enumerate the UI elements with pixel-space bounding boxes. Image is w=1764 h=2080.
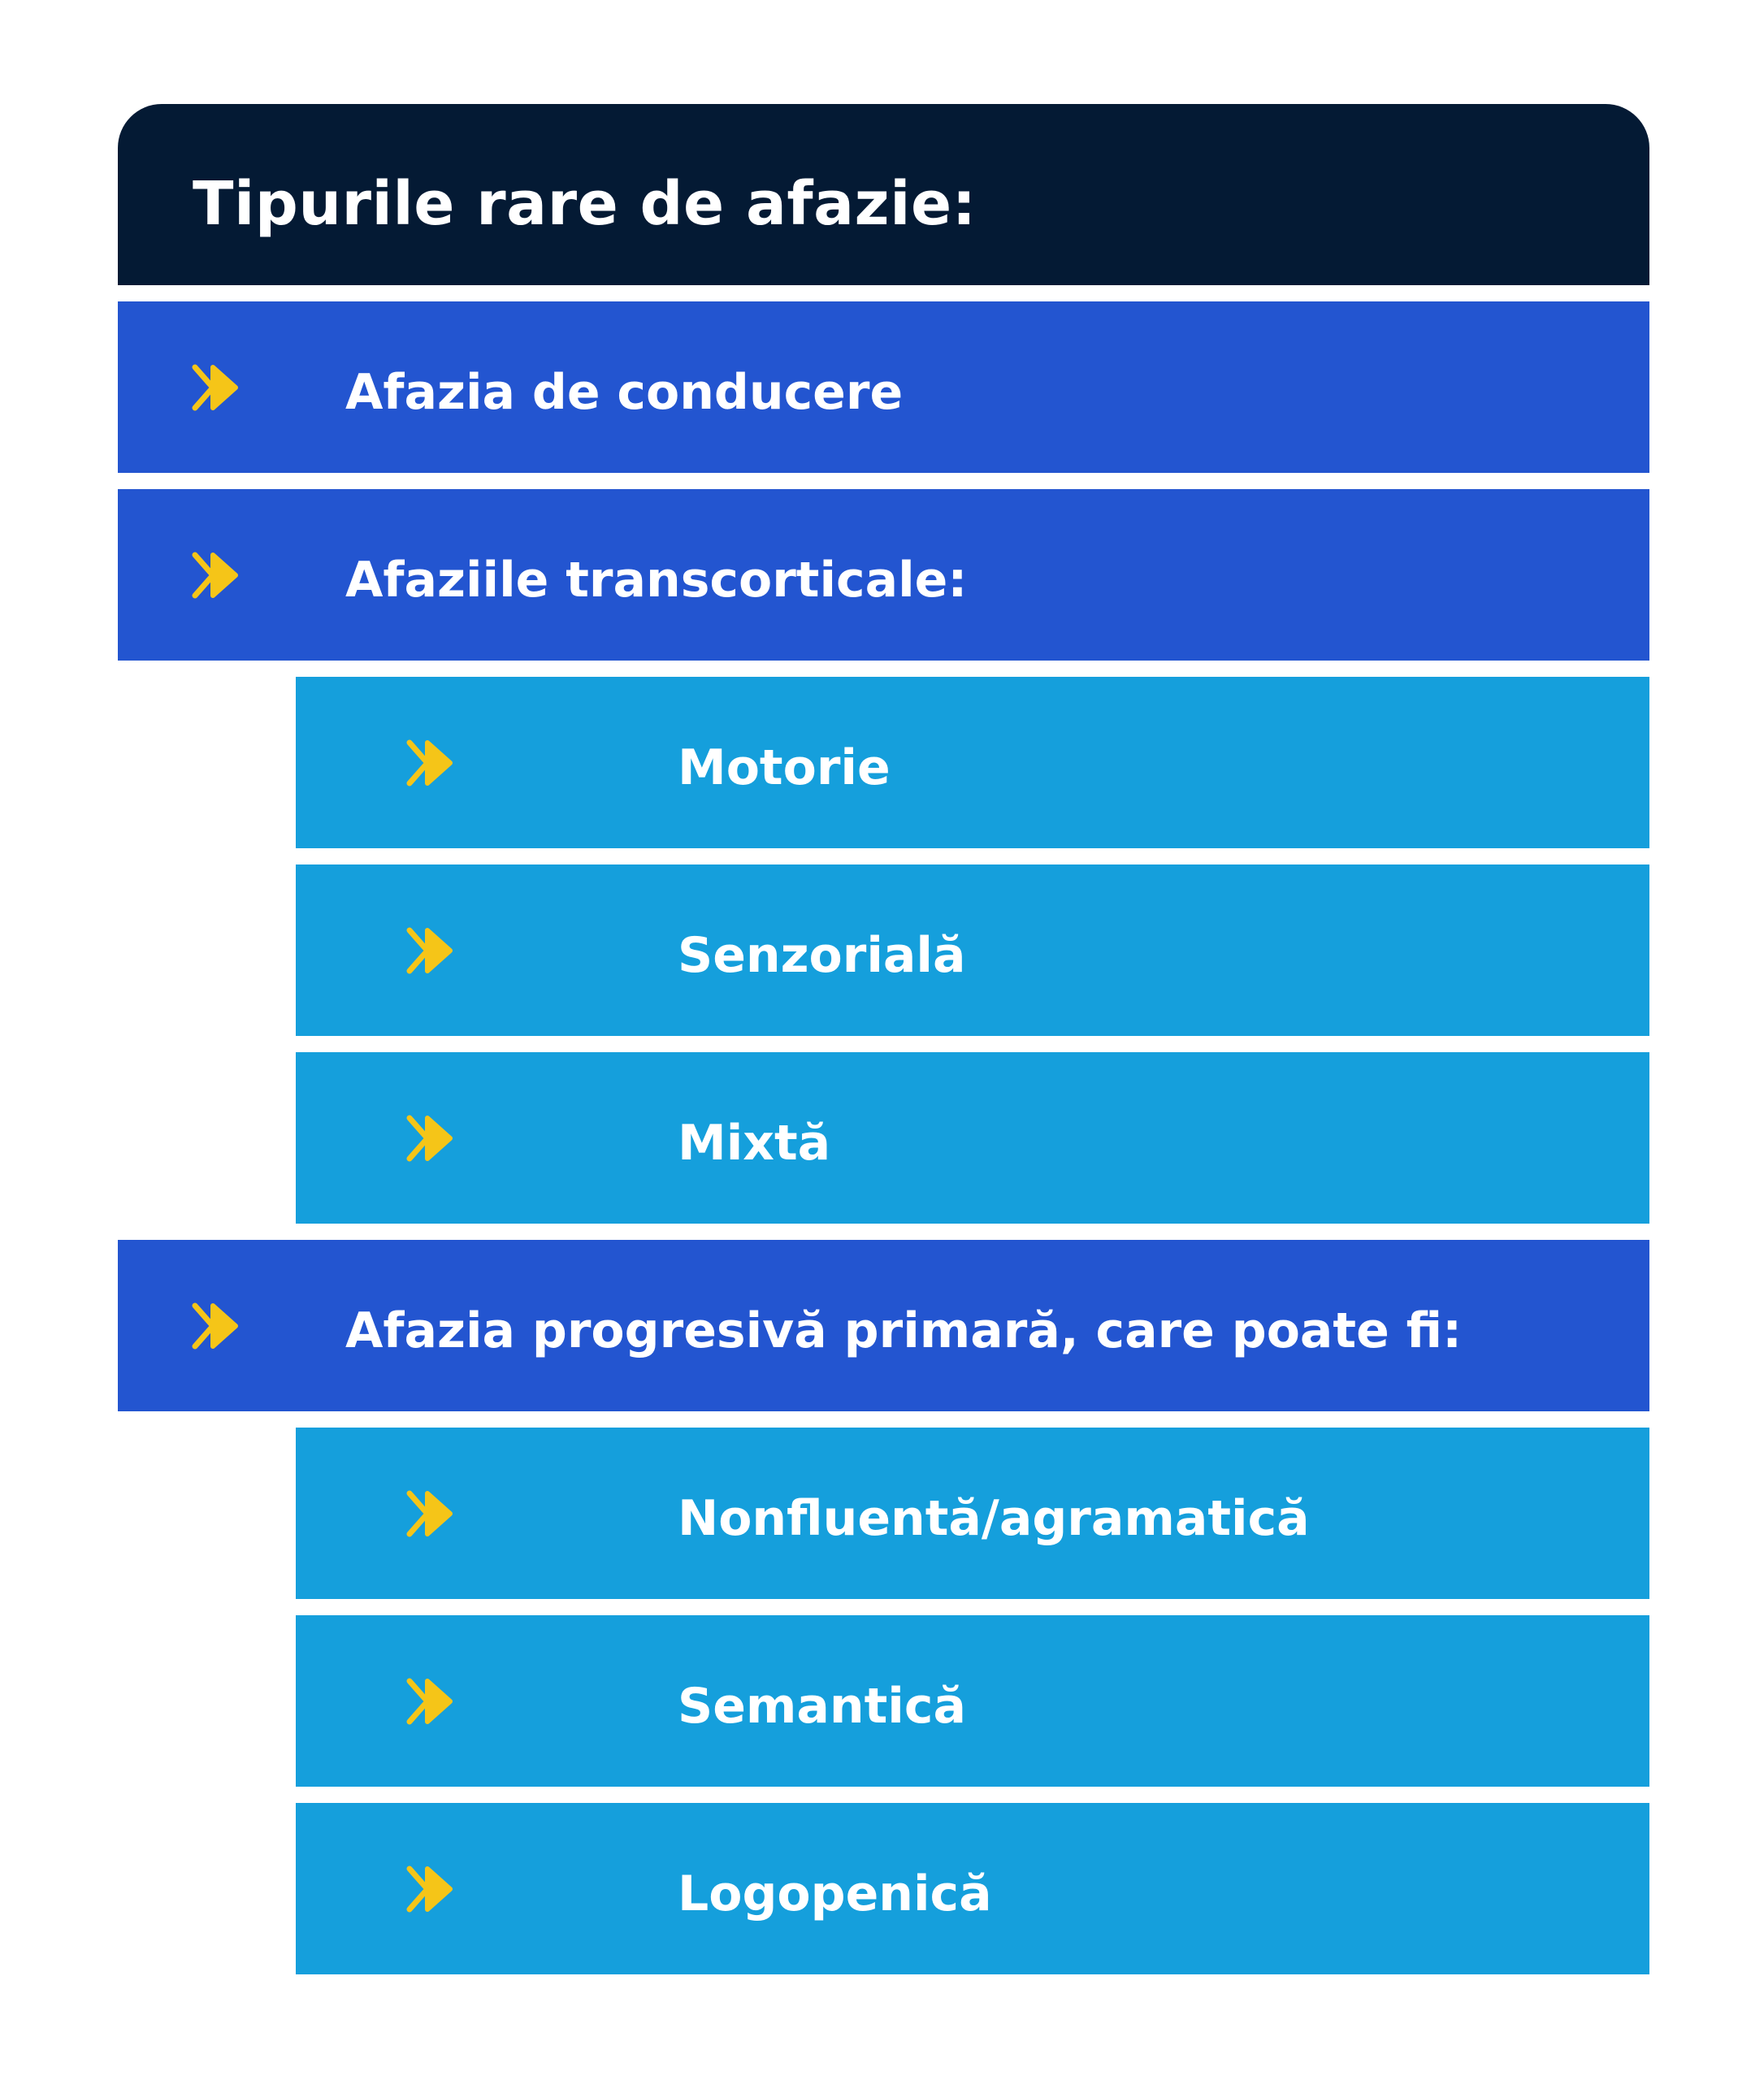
list-subitem-mixed — [296, 1052, 1649, 1224]
double-chevron-right-icon — [405, 1487, 458, 1540]
list-subitem-label: Mixtă — [678, 1114, 831, 1172]
list-subitem-label: Logopenică — [678, 1865, 992, 1922]
list-subitem-label: Senzorială — [678, 926, 966, 984]
list-subitem-label: Semantică — [678, 1677, 966, 1735]
list-subitem-semantic — [296, 1615, 1649, 1787]
double-chevron-right-icon — [190, 1299, 244, 1353]
list-subitem-label: Nonfluentă/agramatică — [678, 1489, 1310, 1547]
double-chevron-right-icon — [405, 1675, 458, 1728]
list-subitem-logopenic — [296, 1803, 1649, 1974]
double-chevron-right-icon — [405, 1862, 458, 1916]
double-chevron-right-icon — [190, 361, 244, 414]
list-item-label: Afazia de conducere — [345, 363, 904, 421]
list-subitem-nonfluent-agrammatic — [296, 1428, 1649, 1599]
list-item-transcortical-aphasias — [118, 489, 1649, 661]
card-header — [118, 104, 1649, 285]
card-title: Tipurile rare de afazie: — [193, 168, 977, 239]
double-chevron-right-icon — [405, 736, 458, 790]
list-subitem-motor — [296, 677, 1649, 848]
list-item-conduction-aphasia — [118, 301, 1649, 473]
list-item-label: Afaziile transcorticale: — [345, 551, 968, 609]
list-item-label: Afazia progresivă primară, care poate fi: — [345, 1302, 1463, 1359]
list-subitem-label: Motorie — [678, 739, 891, 796]
double-chevron-right-icon — [405, 1112, 458, 1165]
list-subitem-sensory — [296, 864, 1649, 1036]
aphasia-types-card — [118, 104, 1649, 1974]
list-item-primary-progressive-aphasia — [118, 1240, 1649, 1411]
double-chevron-right-icon — [190, 548, 244, 602]
double-chevron-right-icon — [405, 924, 458, 977]
